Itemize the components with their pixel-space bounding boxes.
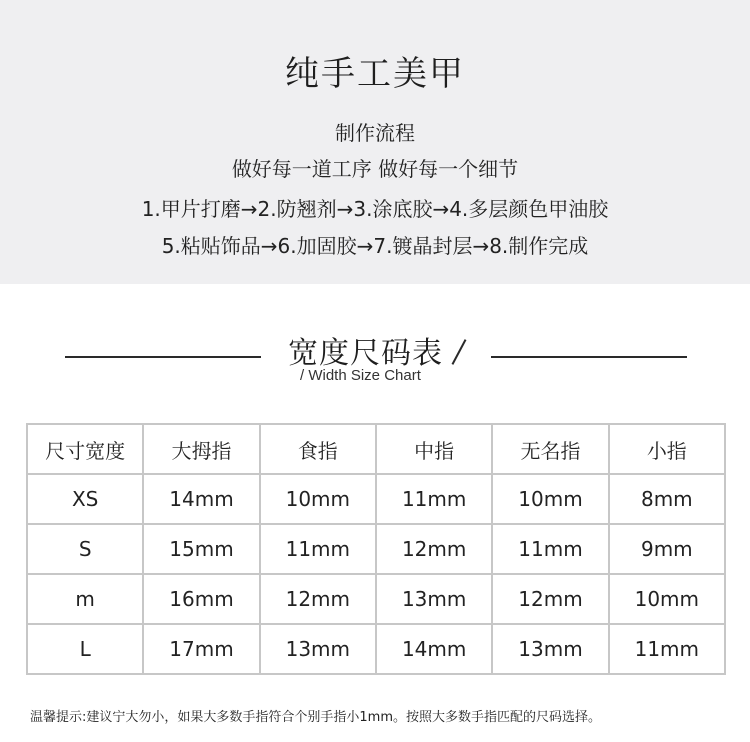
divider-right [491, 356, 687, 358]
table-cell: 16mm [143, 574, 259, 624]
table-header-row [27, 424, 725, 474]
table-cell: 9mm [609, 524, 725, 574]
table-cell: 11mm [609, 624, 725, 674]
table-cell: 17mm [143, 624, 259, 674]
table-cell: L [27, 624, 143, 674]
table-cell: 13mm [260, 624, 376, 674]
table-cell: 13mm [492, 624, 608, 674]
process-steps-2: 5.粘贴饰品→6.加固胶→7.镀晶封层→8.制作完成 [161, 234, 589, 258]
size-chart-subtitle: / Width Size Chart [300, 367, 421, 384]
process-steps-1: 1.甲片打磨→2.防翘剂→3.涂底胶→4.多层颜色甲油胶 [141, 197, 609, 221]
divider-left [65, 356, 261, 358]
table-cell: 13mm [376, 574, 492, 624]
process-banner [0, 0, 750, 284]
table-cell: 12mm [492, 574, 608, 624]
page-title: 纯手工美甲 [285, 54, 465, 94]
sizing-tip: 温馨提示:建议宁大勿小，如果大多数手指符合个别手指小1mm。按照大多数手指匹配的尺码选择。 [30, 710, 601, 725]
table-cell: 14mm [143, 474, 259, 524]
table-row [27, 624, 725, 674]
table-cell: 11mm [260, 524, 376, 574]
process-heading: 制作流程 [335, 121, 415, 145]
process-slogan: 做好每一道工序 做好每一个细节 [231, 157, 519, 181]
table-cell: 11mm [376, 474, 492, 524]
column-header: 无名指 [492, 424, 608, 474]
column-header: 中指 [376, 424, 492, 474]
table-row [27, 524, 725, 574]
column-header: 尺寸宽度 [27, 424, 143, 474]
table-cell: 12mm [376, 524, 492, 574]
size-chart-title: 宽度尺码表 [288, 336, 443, 371]
table-cell: 14mm [376, 624, 492, 674]
table-cell: 10mm [260, 474, 376, 524]
table-cell: 10mm [609, 574, 725, 624]
table-row [27, 574, 725, 624]
table-cell: 15mm [143, 524, 259, 574]
column-header: 食指 [260, 424, 376, 474]
size-chart-heading [0, 320, 750, 390]
slash-decoration [452, 339, 467, 365]
table-cell: 8mm [609, 474, 725, 524]
column-header: 小指 [609, 424, 725, 474]
table-cell: 12mm [260, 574, 376, 624]
table-cell: m [27, 574, 143, 624]
size-table [26, 423, 726, 675]
table-cell: 10mm [492, 474, 608, 524]
column-header: 大拇指 [143, 424, 259, 474]
table-cell: S [27, 524, 143, 574]
table-row [27, 474, 725, 524]
table-cell: 11mm [492, 524, 608, 574]
table-cell: XS [27, 474, 143, 524]
